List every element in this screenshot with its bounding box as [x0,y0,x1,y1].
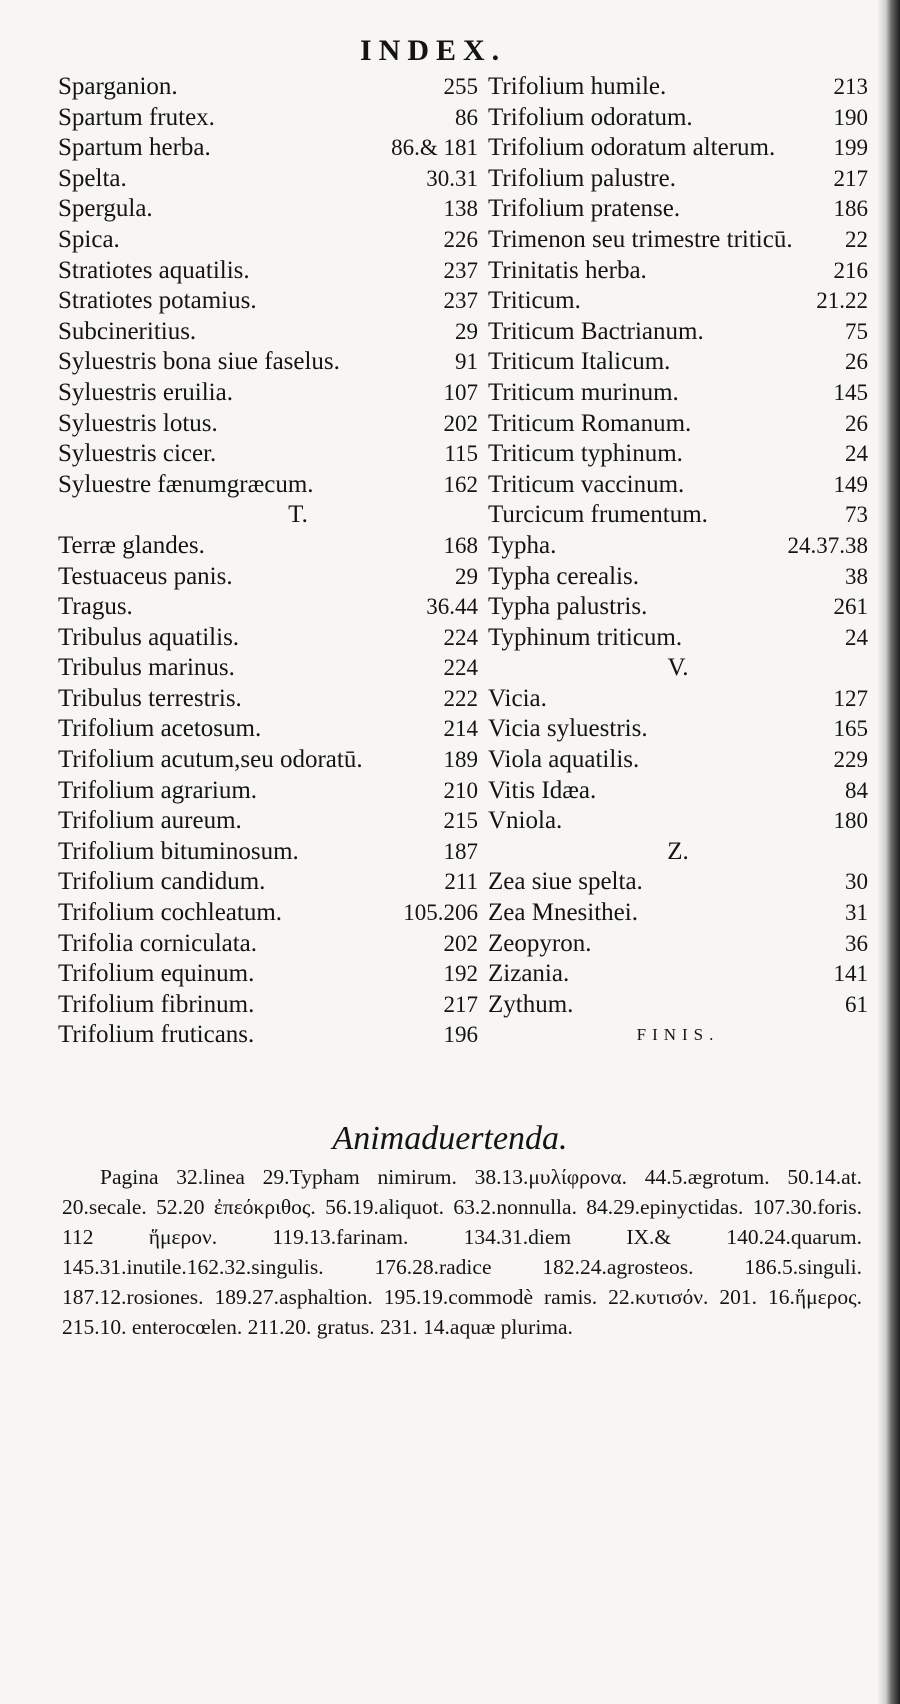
index-entry [488,959,868,990]
index-page-ref: 192 [443,961,478,987]
index-term: Tragus. [58,593,133,621]
index-entry [58,347,478,378]
index-term: Vniola. [488,807,563,835]
index-entry [488,745,868,776]
index-term: Syluestris cicer. [58,440,217,468]
index-page-ref: 255 [443,74,478,99]
index-page-ref: 237 [443,257,478,283]
page-edge-shadow [878,0,900,1704]
index-term: Spica. [58,225,120,253]
index-page-ref: 31 [845,900,868,926]
index-entry [58,470,478,501]
index-term: Tribulus terrestris. [58,684,242,712]
index-term: Trifolium aureum. [58,807,242,835]
index-entry [58,867,478,898]
index-page-ref: 224 [443,655,478,681]
index-term: Typhinum triticum. [488,623,683,651]
index-entry [488,592,868,623]
index-entry [58,898,478,929]
index-page-ref: 211 [444,869,478,895]
index-term: Trifolia corniculata. [58,929,258,957]
index-term: Trifolium bituminosum. [58,837,299,865]
finis-mark [488,1020,868,1051]
index-term: Trifolium candidum. [58,868,266,896]
index-entry [58,714,478,745]
index-entry [58,256,478,287]
index-term: Triticum Romanum. [488,409,692,437]
index-page-ref: 75 [845,318,868,344]
index-entry [488,470,868,501]
index-entry [58,409,478,440]
index-page-ref: 190 [833,104,868,130]
index-entry [488,164,868,195]
index-page-ref: 127 [833,685,868,711]
index-entry [488,531,868,562]
index-page-ref: 202 [443,410,478,436]
index-entry [488,378,868,409]
index-entry [488,194,868,225]
animaduertenda-text [62,1162,862,1342]
index-page-ref: 168 [443,532,478,558]
index-entry [488,684,868,715]
index-page-ref: 21.22 [816,288,868,314]
index-page-ref: 162 [443,471,478,497]
index-page-ref: 24.37.38 [787,532,868,558]
index-term: Trifolium acutum,seu odoratū. [58,746,363,774]
index-term: Zea Mnesithei. [488,899,638,927]
index-entry [488,225,868,256]
index-term: Trifolium pratense. [488,195,681,223]
index-page-ref: 38 [845,563,868,589]
index-term: Stratiotes potamius. [58,287,257,315]
index-page-ref: 91 [455,349,478,375]
index-entry [58,164,478,195]
index-entry [58,806,478,837]
index-term: Zizania. [488,960,570,988]
section-letter [488,837,868,868]
index-entry [58,684,478,715]
index-term: Typha. [488,531,557,559]
index-term: Trinitatis herba. [488,256,647,284]
index-term: Trifolium odoratum alterum. [488,134,776,162]
index-term: Vicia. [488,684,547,712]
index-entry [58,623,478,654]
index-entry [488,500,868,531]
index-term: Syluestris lotus. [58,409,218,437]
index-page-ref: 107 [443,379,478,405]
index-term: Triticum typhinum. [488,440,683,468]
index-page-ref: 86.& 181 [391,135,478,161]
index-term: Trifolium palustre. [488,164,676,192]
index-entry [58,929,478,960]
index-entry [488,439,868,470]
index-entry [58,194,478,225]
index-page-ref: 29 [455,563,478,589]
index-entry [58,959,478,990]
index-page-ref: 180 [833,808,868,834]
index-page-ref: 196 [443,1022,478,1048]
index-entry [488,806,868,837]
index-term: Triticum Bactrianum. [488,317,704,345]
index-page-ref: 36.44 [426,594,478,620]
index-page-ref: 214 [443,716,478,742]
index-term: Zea siue spelta. [488,868,643,896]
index-page-ref: 141 [833,961,868,987]
index-page-ref: 29 [455,318,478,344]
index-term: Subcineritius. [58,317,197,345]
index-entry [58,592,478,623]
index-page-ref: 105.206 [403,900,478,926]
index-term: Sparganion. [58,73,178,100]
index-entry [488,990,868,1021]
index-page-ref: 187 [443,838,478,864]
index-term: Terræ glandes. [58,531,205,559]
finis-label: FINIS. [636,1025,720,1045]
index-page-ref: 86 [455,104,478,130]
index-page-ref: 226 [443,226,478,252]
index-term: Trifolium humile. [488,73,667,100]
index-entry [58,776,478,807]
index-term: Zeopyron. [488,929,592,957]
index-entry [488,72,868,103]
index-page-ref: 115 [444,441,478,467]
index-entry [488,286,868,317]
index-term: Spelta. [58,164,127,192]
index-term: Trifolium fruticans. [58,1021,255,1049]
index-entry [488,347,868,378]
index-term: Turcicum frumentum. [488,501,708,529]
index-entry [58,653,478,684]
index-entry [58,439,478,470]
index-page-ref: 217 [443,991,478,1017]
index-page-ref: 30 [845,869,868,895]
index-page-ref: 165 [833,716,868,742]
index-term: Spergula. [58,195,153,223]
index-term: Zythum. [488,990,574,1018]
index-page-ref: 215 [443,808,478,834]
index-entry [58,378,478,409]
index-entry [488,929,868,960]
index-term: Trifolium equinum. [58,960,255,988]
index-term: Vitis Idæa. [488,776,597,804]
section-letter-label: V. [667,654,689,682]
section-letter [58,500,478,531]
index-term: Triticum murinum. [488,378,679,406]
index-term: Tribulus marinus. [58,654,235,682]
section-letter [488,653,868,684]
index-term: Vicia syluestris. [488,715,648,743]
index-term: Stratiotes aquatilis. [58,256,250,284]
index-entry [58,562,478,593]
index-term: Triticum vaccinum. [488,470,685,498]
index-entry [58,990,478,1021]
index-entry [58,531,478,562]
index-page-ref: 24 [845,624,868,650]
index-term: Syluestre fænumgræcum. [58,470,314,498]
index-page-ref: 237 [443,288,478,314]
index-entry [58,837,478,868]
animaduertenda-body: Pagina 32.linea 29.Typham nimirum. 38.13.μυλίφρονα. 44.5.ægrotum. 50.14.at. 20.secale. 52.20 ἐπεόκριθος. 56.19.aliquot. 63.2.nonnulla. 84.29.epinyctidas. 107.30.foris. 112 ἥμερον. 119.13.farinam. 134.31.diem IX.& 140.24.quarum. 145.31.inutile.162.32.singulis. 176.28.radice 182.24.agrosteos. 186.5.singuli. 187.12.rosiones. 189.27.asphaltion. 195.19.commodè ramis. 22.κυτισόν. 201. 16.ἥμερος. 215.10. enterocœlen. 211.20. gratus. 231. 14.aquæ plurima. [62,1165,862,1339]
index-entry [488,256,868,287]
index-page-ref: 224 [443,624,478,650]
index-entry [488,714,868,745]
index-page-ref: 189 [443,747,478,773]
index-page-ref: 61 [845,991,868,1017]
index-right-column [488,72,868,1051]
index-entry [58,72,478,103]
index-term: Trifolium agrarium. [58,776,258,804]
index-term: Tribulus aquatilis. [58,623,240,651]
section-letter-label: Z. [667,837,689,865]
index-page-ref: 216 [833,257,868,283]
index-page-ref: 73 [845,502,868,528]
index-term: Typha cerealis. [488,562,639,590]
index-term: Typha palustris. [488,593,648,621]
index-page-ref: 26 [845,349,868,375]
animaduertenda-title: Animaduertenda. [332,1120,568,1157]
index-page-ref: 22 [845,226,868,252]
index-term: Triticum. [488,287,581,315]
index-page-ref: 149 [833,471,868,497]
index-entry [488,776,868,807]
index-page-ref: 30.31 [426,165,478,191]
index-page-ref: 202 [443,930,478,956]
index-entry [488,562,868,593]
index-term: Trifolium acetosum. [58,715,262,743]
index-term: Triticum Italicum. [488,348,671,376]
index-term: Viola aquatilis. [488,746,640,774]
index-left-column [58,72,478,1051]
index-page-ref: 36 [845,930,868,956]
index-entry [488,623,868,654]
index-page-ref: 213 [833,74,868,99]
index-entry [488,103,868,134]
index-page-ref: 222 [443,685,478,711]
index-entry [488,133,868,164]
index-entry [58,133,478,164]
index-page-ref: 145 [833,379,868,405]
index-entry [58,1020,478,1051]
index-term: Spartum herba. [58,134,211,162]
index-page-ref: 217 [833,165,868,191]
index-term: Trifolium odoratum. [488,103,693,131]
index-entry [488,317,868,348]
index-header: INDEX. [360,34,507,67]
index-entry [488,409,868,440]
index-entry [488,867,868,898]
index-term: Trifolium fibrinum. [58,990,255,1018]
index-entry [488,898,868,929]
index-page-ref: 261 [833,594,868,620]
index-page-ref: 210 [443,777,478,803]
index-entry [58,225,478,256]
index-page-ref: 138 [443,196,478,222]
index-page-ref: 229 [833,747,868,773]
index-page-ref: 199 [833,135,868,161]
index-page-ref: 24 [845,441,868,467]
section-letter-label: T. [288,501,308,529]
index-term: Testuaceus panis. [58,562,233,590]
index-term: Syluestris eruilia. [58,378,233,406]
index-term: Trifolium cochleatum. [58,899,283,927]
index-page-ref: 186 [833,196,868,222]
index-entry [58,745,478,776]
index-entry [58,286,478,317]
index-entry [58,317,478,348]
index-term: Trimenon seu trimestre triticū. [488,225,793,253]
index-entry [58,103,478,134]
index-term: Syluestris bona siue faselus. [58,348,340,376]
index-term: Spartum frutex. [58,103,215,131]
index-page-ref: 26 [845,410,868,436]
index-page-ref: 84 [845,777,868,803]
